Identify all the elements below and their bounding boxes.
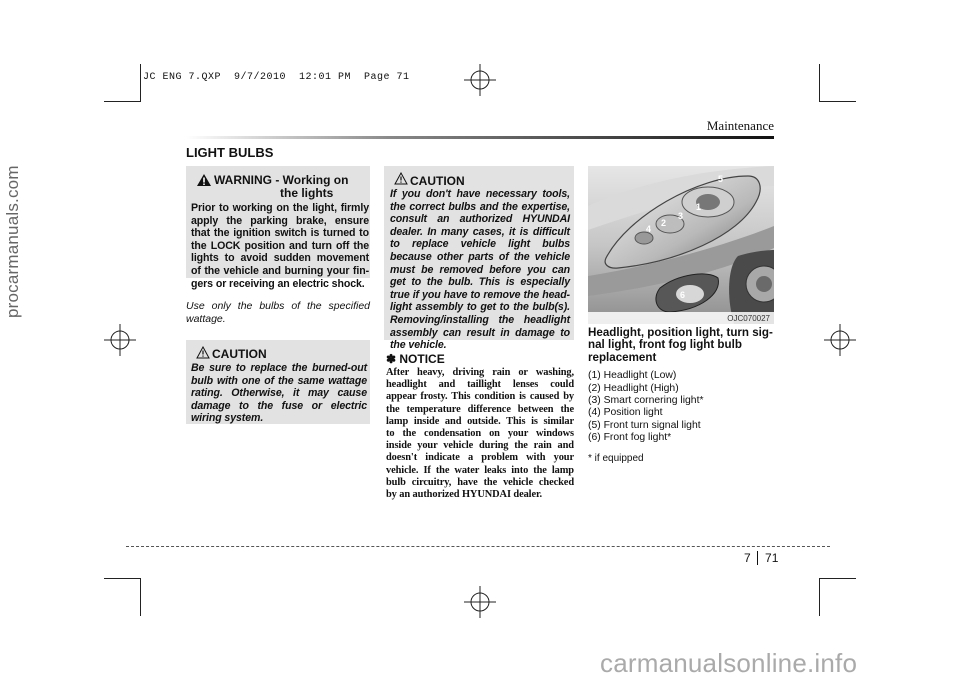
caution-large-body: If you don't have necessary tools, the correct bulbs and the expertise, consult an authorized HYUNDAI dealer. In many cases, it is difficult to replace vehicle light bulbs because other parts of the vehicle must be removed before you can get to the bulb. This is especially true if you have to remove the head- light assembly to get to the bulb(s). Removing/installing the headlight assembly can result in damage to the vehicle. xyxy=(390,188,570,352)
marker-2: 2 xyxy=(661,218,667,228)
replacement-section xyxy=(588,327,774,465)
marker-6: 6 xyxy=(680,290,686,300)
page-title: LIGHT BULBS xyxy=(186,145,274,160)
warning-triangle-icon xyxy=(196,173,212,187)
notice-title: ✽ NOTICE xyxy=(386,352,445,366)
section-title: Maintenance xyxy=(706,118,774,133)
bulb-wattage-text: Use only the bulbs of the specified wattage. xyxy=(186,300,370,325)
marker-1: 1 xyxy=(696,202,702,212)
list-item: (3) Smart cornering light* xyxy=(588,395,704,407)
marker-4: 4 xyxy=(646,224,652,234)
watermark-bottom: carmanualsonline.info xyxy=(600,648,858,678)
warning-title: WARNING - Working on the lights xyxy=(214,173,349,200)
watermark-left: procarmanuals.com xyxy=(3,165,22,318)
print-header: JC ENG 7.QXP 9/7/2010 12:01 PM Page 71 xyxy=(143,72,410,83)
replacement-list xyxy=(588,370,774,444)
list-item: (4) Position light xyxy=(588,407,663,419)
registration-target-icon xyxy=(464,64,496,96)
registration-target-icon xyxy=(824,324,856,356)
header-rule xyxy=(186,136,774,139)
footnote: * if equipped xyxy=(588,452,644,464)
notice-section xyxy=(386,352,574,501)
marker-5: 5 xyxy=(718,174,724,184)
caution-large-title: CAUTION xyxy=(410,174,465,188)
marker-3: 3 xyxy=(678,211,684,221)
warning-box xyxy=(186,166,370,290)
caution-small-title: CAUTION xyxy=(212,347,267,361)
chapter-number: 7 xyxy=(744,551,758,565)
list-item: (2) Headlight (High) xyxy=(588,382,679,394)
caution-box-small xyxy=(186,340,370,424)
caution-small-body: Be sure to replace the burned-out bulb with one of the same wattage rating. Otherwise, it may cause damage to the fuse or electric wiring system. xyxy=(191,362,367,425)
caution-triangle-icon xyxy=(196,346,210,359)
page-number-value: 71 xyxy=(765,551,779,565)
photo-code: OJC070027 xyxy=(727,314,770,323)
registration-target-icon xyxy=(464,586,496,618)
warning-body: Prior to working on the light, firmly apply the parking brake, ensure that the ignition switch is turned to the LOCK position and turn off the lights to avoid sudden movement of the vehicle and burning your fin- gers or receiving an electric shock. xyxy=(191,202,369,290)
notice-body: After heavy, driving rain or washing, headlight and taillight lenses could appear frosty. This condition is caused by the temperature difference between the lamp inside and outside. This is similar to the condensation on your windows inside your vehicle during the rain and doesn't indicate a problem with your vehicle. If the water leaks into the lamp bulb circuitry, have the vehicle checked by an authorized HYUNDAI dealer. xyxy=(386,367,574,501)
registration-target-icon xyxy=(104,324,136,356)
caution-box-large xyxy=(384,166,574,352)
replacement-title: Headlight, position light, turn sig- nal light, front fog light bulb replacement xyxy=(588,326,773,364)
caution-triangle-icon xyxy=(394,172,408,185)
list-item: (1) Headlight (Low) xyxy=(588,370,677,382)
list-item: (6) Front fog light* xyxy=(588,432,672,444)
headlight-photo xyxy=(588,166,774,324)
footer-rule xyxy=(126,546,830,547)
headlight-illustration xyxy=(588,166,774,324)
page-number xyxy=(744,551,778,565)
list-item: (5) Front turn signal light xyxy=(588,419,701,431)
